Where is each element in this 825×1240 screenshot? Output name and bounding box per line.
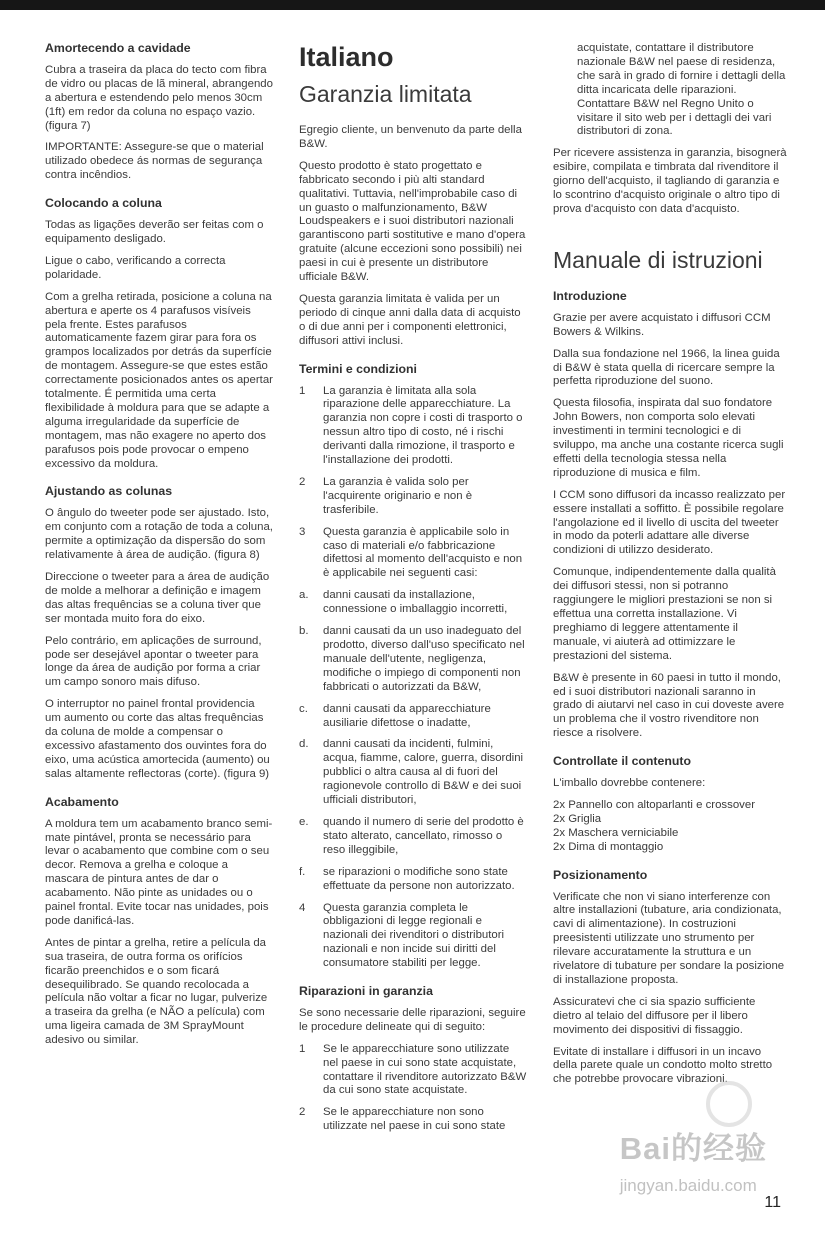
paragraph: Egregio cliente, un benvenuto da parte della B&W.	[299, 124, 522, 150]
paragraph: Questa garanzia limitata è valida per un periodo di cinque anni dalla data di acquisto o di due anni per i componenti elettronici, diffusori attivi inclusi.	[299, 292, 521, 347]
page-number: 11	[764, 1194, 781, 1211]
list-item-marker: d.	[299, 738, 309, 751]
paragraph: Se sono necessarie delle riparazioni, seguire le procedure delineate qui di seguito:	[299, 1006, 526, 1033]
list-item-text: danni causati da un uso inadeguato del prodotto, diverso dall'uso specificato nel manuale dell'utente, negligenza, modifiche o impiego di componenti non fabbricati o autorizzati da B&W,	[323, 625, 525, 693]
list-item-text: Questa garanzia è applicabile solo in caso di materiali e/o fabbricazione difettosi al momento dell'acquisto e non è applicabile nei seguenti casi:	[323, 525, 523, 580]
list-item-marker: 3	[299, 525, 306, 538]
list-item-text: danni causati da apparecchiature ausiliarie difettose o inadatte,	[323, 702, 491, 729]
list-item	[299, 703, 527, 731]
list-item	[553, 42, 787, 139]
list-item	[299, 866, 527, 894]
top-black-bar	[0, 0, 825, 10]
section-heading: Colocando a coluna	[45, 196, 162, 211]
section-heading: Introduzione	[553, 288, 627, 303]
list-item-text: Se le apparecchiature non sono utilizzate nel paese in cui sono state	[323, 1106, 506, 1133]
paragraph: Verificate che non vi siano interferenze con altre installazioni (tubature, aria condizionata, cavi di alimentazione). In costruzioni preesistenti utilizzate uno strumento per rilevare accuratamente la struttura e un rivelatore di tubature per sondare la posizione di installazione proposta.	[553, 890, 785, 986]
list-item	[299, 816, 527, 858]
language-title: Italiano	[299, 42, 394, 72]
list-item-marker	[553, 42, 577, 139]
watermark-brand-text: Bai的经验	[619, 1131, 767, 1166]
list-item-text: se riparazioni o modifiche sono state effettuate da persone non autorizzato.	[323, 865, 515, 892]
paragraph: Pelo contrário, em aplicações de surround, pode ser desejável apontar o tweeter para longe da área de audição por forma a criar um campo sonoro mais difuso.	[45, 634, 262, 689]
section-heading: Amortecendo a cavidade	[45, 41, 191, 55]
paragraph: IMPORTANTE: Assegure-se que o material utilizado obedece ás normas de segurança contra incêndios.	[45, 141, 264, 182]
paragraph: Questa filosofia, inspirata dal suo fondatore John Bowers, non comporta solo elevati investimenti in termini tecnologici e di sviluppo, ma anche una costante ricerca sugli effetti della tecnologia stessa nella riproduzione di musica e film.	[553, 397, 784, 479]
section-heading: Termini e condizioni	[299, 361, 417, 376]
list-item	[299, 589, 527, 617]
list-item	[299, 476, 527, 518]
section-heading: Riparazioni in garanzia	[299, 984, 433, 999]
list-item-marker: 4	[299, 901, 306, 914]
list-item-text: acquistate, contattare il distributore nazionale B&W nel paese di residenza, che sarà in grado di fornire i dettagli della ditta incaricata delle riparazioni. Contattare B&W nel Regno Unito o visitare il sito web per i dettagli dei vari distributori di zona.	[577, 42, 786, 138]
list-item-marker: f.	[299, 865, 306, 878]
list-item	[299, 738, 527, 808]
paragraph: Dalla sua fondazione nel 1966, la linea guida di B&W è stata quella di ricercare sempre la perfetta riproduzione del suono.	[553, 347, 780, 388]
section-heading: Ajustando as colunas	[45, 484, 173, 499]
section-heading: Posizionamento	[553, 867, 648, 882]
content-columns	[45, 42, 787, 1142]
paragraph: L'imballo dovrebbe contenere:	[553, 777, 706, 790]
contents-list-line: 2x Griglia	[553, 812, 602, 825]
paragraph: Assicuratevi che ci sia spazio sufficiente dietro al telaio del diffusore per il libero movimento dei dispositivi di fissaggio.	[553, 995, 756, 1036]
list-item	[299, 1106, 527, 1134]
contents-list-line: 2x Dima di montaggio	[553, 840, 664, 853]
paragraph: Evitate di installare i diffusori in un incavo della parete quale un condotto molto stretto che potrebbe provocare vibrazioni.	[553, 1045, 773, 1086]
paragraph: I CCM sono diffusori da incasso realizzato per essere installati a soffitto. È possibile regolare l'angolazione ed il livello di uscita del tweeter in modo da poterli adattare alle diverse condizioni di utilizzo desiderato.	[553, 488, 786, 557]
paragraph: Questo prodotto è stato progettato e fabbricato secondo i più alti standard qualitativi. Tuttavia, nell'improbabile caso di un guasto o malfunzionamento, B&W Loudspeakers e i suoi distributori nazionali garantiscono parti sostitutive e mano d'opera gratuite (alcune eccezioni sono possibili) nei paesi in cui è presente un distributore ufficiale B&W.	[299, 159, 526, 284]
list-item-marker: 2	[299, 475, 306, 488]
list-item-text: quando il numero di serie del prodotto è stato alterato, cancellato, rimosso o reso illeggibile,	[323, 815, 524, 856]
paragraph: Grazie per avere acquistato i diffusori CCM Bowers & Wilkins.	[553, 311, 771, 338]
paragraph: Com a grelha retirada, posicione a coluna na abertura e aperte os 4 parafusos visíveis pela frente. Estes parafusos automaticamente fazem girar para fora os grampos localizados por detrás da superfície de montagem. Assegure-se que estes estão correctamente posicionados antes os apertar totalmente. É permitida uma certa flexibilidade à moldura para que se adapte a alguma irregularidade da superfície de montagem, mas não exagere no aperto dos parafusos pois pode provocar o empeno excessivo da moldura.	[45, 290, 273, 470]
paragraph: O ângulo do tweeter pode ser ajustado. Isto, em conjunto com a rotação de toda a coluna, permite a optimização da dispersão do som relativamente à área de audição. (figura 8)	[45, 507, 273, 562]
paragraph: B&W è presente in 60 paesi in tutto il mondo, ed i suoi distributori nazionali saranno in grado di aiutarvi nel caso in cui doveste avere un problema che il vostro rivenditore non riesce a risolvere.	[553, 671, 785, 740]
list-item-text: Se le apparecchiature sono utilizzate nel paese in cui sono state acquistate, contattare il rivenditore autorizzato B&W da cui sono state acquistate.	[323, 1042, 527, 1097]
column-portuguese	[45, 42, 273, 1142]
contents-list	[553, 799, 787, 855]
section-heading: Acabamento	[45, 794, 119, 809]
list-item	[299, 1043, 527, 1099]
list-item-marker: 1	[299, 384, 306, 397]
paragraph: Ligue o cabo, verificando a correcta polaridade.	[45, 254, 226, 281]
list-item-marker: 1	[299, 1042, 306, 1055]
document-title: Manuale di istruzioni	[553, 246, 763, 273]
contents-list-line: 2x Pannello con altoparlanti e crossover	[553, 798, 755, 811]
list-item-text: danni causati da installazione, connessione o imballaggio incorretti,	[323, 589, 508, 616]
paragraph: Direccione o tweeter para a área de audição de molde a melhorar a definição e imagem das altas frequências se a coluna tiver que ser montada muito fora do eixo.	[45, 571, 270, 625]
paragraph: Per ricevere assistenza in garanzia, bisognerà esibire, compilata e timbrata dal rivenditore il giorno dell'acquisto, il tagliando di garanzia e lo scontrino d'acquisto originale o altro tipo di prova d'acquisto con data d'acquisto.	[553, 147, 787, 215]
section-heading: Controllate il contenuto	[553, 754, 691, 769]
list-item-text: Questa garanzia completa le obbligazioni di legge regionali e nazionali dei rivenditori o distributori nazionali e non incide sui diritti del consumatore stabiliti per legge.	[323, 901, 505, 970]
contents-list-line: 2x Maschera verniciabile	[553, 826, 679, 839]
list-item-marker: b.	[299, 625, 309, 638]
paragraph: Antes de pintar a grelha, retire a película da sua traseira, de outra forma os orifícios ficarão preenchidos e o som ficará desequilibrado. Se quando recolocada a película não voltar a ficar no lugar, pulverize a traseira da grelha (e NÃO a película) com uma ligeira camada de 3M SprayMount adesivo ou similar.	[45, 936, 268, 1047]
paragraph: Todas as ligações deverão ser feitas com o equipamento desligado.	[45, 219, 264, 245]
list-item-marker: e.	[299, 815, 309, 828]
document-title: Garanzia limitata	[299, 81, 472, 107]
list-item	[299, 625, 527, 695]
watermark-url-text: jingyan.baidu.com	[619, 1176, 757, 1195]
list-item-text: La garanzia è limitata alla sola riparazione delle apparecchiature. La garanzia non copre i costi di trasporto o nessun altro tipo di costo, né i rischi derivanti dalla rimozione, il trasporto e l'installazione dei prodotti.	[323, 384, 523, 467]
list-item-text: danni causati da incidenti, fulmini, acqua, fiamme, calore, guerra, disordini pubblici o altra causa al di fuori del ragionevole controllo di B&W e dei suoi ufficiali distributori,	[323, 738, 524, 807]
list-item-marker: c.	[299, 702, 308, 715]
paragraph: A moldura tem um acabamento branco semi-mate pintável, pronta se necessário para levar o acabamento que combine com o seu decor. Remova a grelha e coloque a mascara de pintura antes de dar o acabamento. Não pinte as unidades ou o painel frontal. Evite tocar nas unidades, pois pode danificá-las.	[45, 817, 273, 927]
paragraph: Cubra a traseira da placa do tecto com fibra de vidro ou placas de lã mineral, abrangendo a abertura e estendendo pelo menos 30cm (1ft) em redor da coluna no espaço vazio. (figura 7)	[45, 63, 273, 132]
paragraph: O interruptor no painel frontal providencia um aumento ou corte das altas frequências da coluna de molde a compensar o excessivo afastamento dos ouvintes fora do eixo, uma acústica amortecida (aumento) ou salas altamente reflectoras (corte). (figura 9)	[45, 698, 270, 780]
paragraph: Comunque, indipendentemente dalla qualità dei diffusori stessi, non si potranno raggiungere le migliori prestazioni se non si effettua una corretta installazione. Vi preghiamo di leggere attentamente il manuale, vi aiuterà ad ottimizzare le prestazioni del sistema.	[553, 566, 776, 662]
list-item-marker: 2	[299, 1106, 306, 1119]
list-item	[299, 526, 527, 582]
list-item	[299, 385, 527, 468]
list-item-text: La garanzia è valida solo per l'acquirente originario e non è trasferibile.	[323, 475, 473, 516]
column-italian-manual	[553, 42, 787, 1142]
list-item-marker: a.	[299, 589, 309, 602]
column-italian-warranty	[299, 42, 527, 1142]
list-item	[299, 902, 527, 972]
